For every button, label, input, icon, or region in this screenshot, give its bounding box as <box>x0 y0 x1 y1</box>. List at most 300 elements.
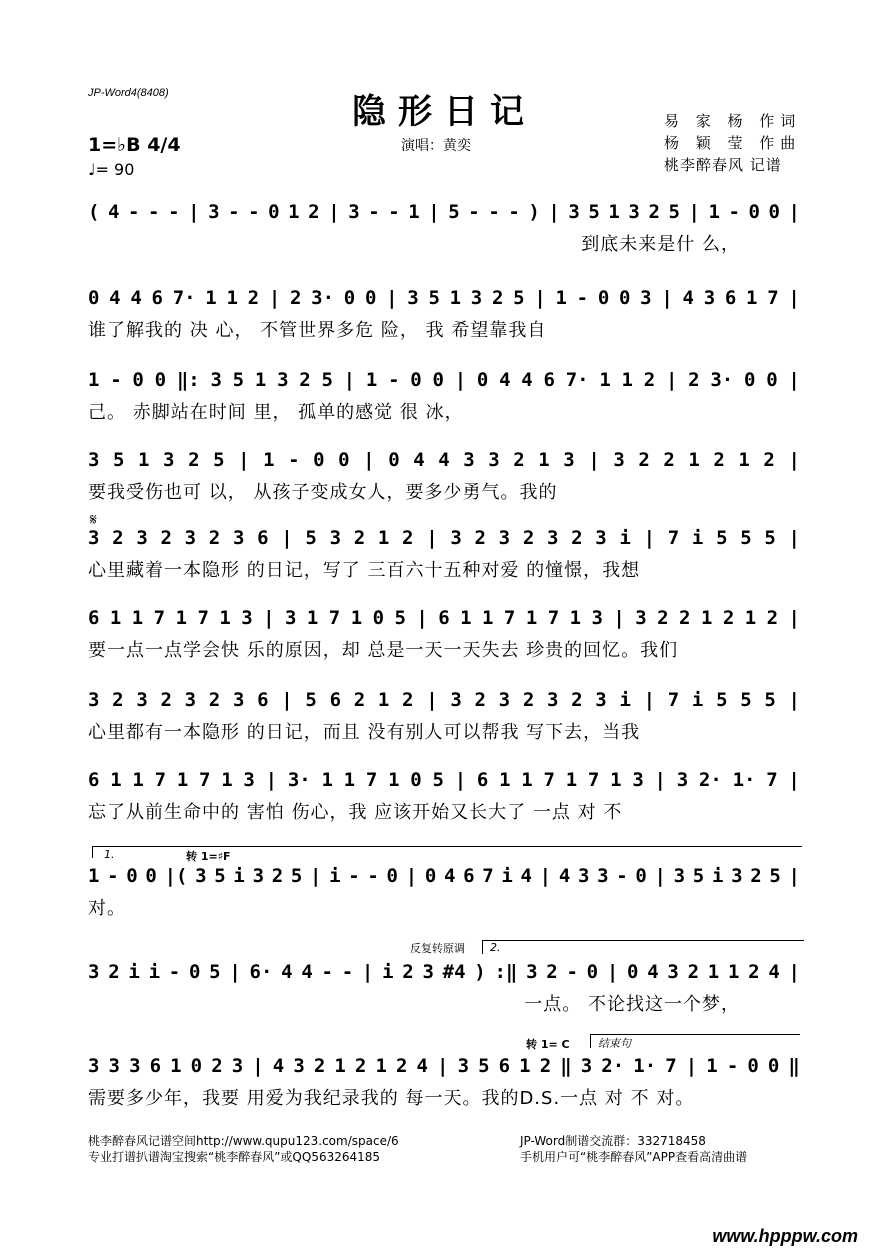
note: 3 <box>568 201 580 223</box>
note: - <box>616 865 628 887</box>
note: 3 <box>348 201 360 223</box>
note: 2 <box>402 527 414 549</box>
melody-line <box>88 604 800 632</box>
note: 1 <box>343 769 356 791</box>
note: 3 <box>129 1055 141 1077</box>
note: 1 <box>334 1055 346 1077</box>
note: 2 <box>750 865 762 887</box>
melody-line <box>88 766 800 794</box>
note: 5 <box>305 689 317 711</box>
footer-left-1: 桃李醉春风记谱空间http://www.qupu123.com/space/6 <box>88 1134 399 1148</box>
barline: | <box>309 865 322 887</box>
note: 4 <box>109 287 121 309</box>
note: 3 <box>241 607 253 629</box>
lyric-line: 心里藏着一本隐形 的日记，写了 三百六十五种对爱 的憧憬，我想 <box>88 560 641 581</box>
note: 3· <box>710 369 734 391</box>
note: 1 <box>499 769 511 791</box>
modulate-c-label: 转 1= C <box>526 1038 570 1051</box>
note: 1 <box>700 607 713 629</box>
note: 5 <box>764 689 776 711</box>
note: 3 <box>676 769 689 791</box>
note: 3 <box>184 689 197 711</box>
note: ( <box>88 201 100 223</box>
note: 3 <box>108 1055 120 1077</box>
note: i <box>382 961 394 983</box>
note: 3 <box>136 527 148 549</box>
note: 1 <box>288 201 300 223</box>
note: 7 <box>153 607 166 629</box>
note: 3 <box>577 865 590 887</box>
note: 3 <box>88 961 100 983</box>
footer-right-1: JP-Word制谱交流群：332718458 <box>520 1134 706 1148</box>
barline: | <box>643 689 656 711</box>
note: 1 <box>254 369 267 391</box>
melody-line <box>88 958 800 986</box>
note: - <box>148 201 160 223</box>
note: 2 <box>722 607 735 629</box>
note: 1 <box>610 769 622 791</box>
barline: | <box>454 369 467 391</box>
note: 1 <box>707 961 720 983</box>
note: 1 <box>521 769 533 791</box>
lyric-line: 一点。 不论找这一个梦， <box>524 994 740 1015</box>
note: 1 <box>460 607 472 629</box>
barline: |( <box>164 865 188 887</box>
note: 2 <box>688 369 700 391</box>
note: 2 <box>353 527 366 549</box>
note: 1 <box>599 369 611 391</box>
note: 3· <box>287 769 311 791</box>
note: 3 <box>450 689 462 711</box>
note: 3· <box>311 287 335 309</box>
note: 1 <box>131 607 144 629</box>
note: 3 <box>635 607 647 629</box>
ending-bracket-edge <box>590 1034 591 1048</box>
note: 1 <box>321 769 333 791</box>
note: 6 <box>329 689 342 711</box>
barline: | <box>788 689 800 711</box>
note: 3 <box>195 865 207 887</box>
note: #4 <box>442 961 466 983</box>
note: 2 <box>713 449 725 471</box>
note: ) <box>528 201 540 223</box>
note: 1 <box>219 607 231 629</box>
note: 0 <box>627 961 639 983</box>
note: 4 <box>416 1055 428 1077</box>
barline: | <box>229 961 241 983</box>
note: 2 <box>402 961 414 983</box>
note: 5 <box>740 689 752 711</box>
note: 5 <box>716 689 728 711</box>
note: 3 <box>208 201 220 223</box>
note: - <box>348 865 360 887</box>
note: 3 <box>498 689 511 711</box>
note: 2 <box>208 689 221 711</box>
note: 0 <box>619 287 631 309</box>
barline: | <box>265 769 278 791</box>
credits-block <box>664 110 801 176</box>
barline: | <box>263 607 275 629</box>
barline: | <box>405 865 418 887</box>
note: 3 <box>628 201 640 223</box>
barline: | <box>788 607 800 629</box>
barline: | <box>426 527 438 549</box>
note: 4 <box>558 865 571 887</box>
note: - <box>728 201 740 223</box>
note: 1 <box>375 1055 387 1077</box>
volta2-bracket-edge <box>482 940 483 954</box>
volta1-bracket <box>92 846 802 847</box>
note: 3 <box>546 689 559 711</box>
note: 5 <box>740 527 752 549</box>
note: 0 <box>432 369 444 391</box>
note: 0 <box>476 369 489 391</box>
note: 2 <box>648 201 660 223</box>
lyric-line: 要一点一点学会快 乐的原因，却 总是一天一天失去 珍贵的回忆。我们 <box>88 640 679 661</box>
note: 1 <box>565 769 578 791</box>
note: 3 <box>526 961 538 983</box>
composer-credit: 杨 颖 莹 作曲 <box>664 134 802 152</box>
note: 0 <box>410 769 422 791</box>
note: 4 <box>281 961 293 983</box>
note: 1 <box>365 369 378 391</box>
note: 7 <box>482 865 494 887</box>
note: 3 <box>463 449 475 471</box>
note: 3 <box>329 527 342 549</box>
note: 3 <box>595 527 607 549</box>
note: 2 <box>208 527 221 549</box>
note: 4 <box>438 449 450 471</box>
note: 1 <box>525 607 538 629</box>
melody-line <box>88 198 800 226</box>
note: 3 <box>232 527 245 549</box>
barline: | <box>328 201 340 223</box>
note: - <box>128 201 140 223</box>
song-title: 隐形日记 <box>352 92 536 132</box>
note: 3 <box>422 961 434 983</box>
note: 2· <box>601 1055 625 1077</box>
note: 0 <box>744 369 756 391</box>
note: 3 <box>457 1055 470 1077</box>
note: 5 <box>588 201 600 223</box>
note: 2 <box>474 527 486 549</box>
note: 4 <box>301 961 313 983</box>
note: 5 <box>394 607 406 629</box>
note: 0 <box>126 865 138 887</box>
note: 0 <box>747 1055 759 1077</box>
barline: | <box>788 865 800 887</box>
note: 2 <box>160 527 172 549</box>
note: 2 <box>299 369 311 391</box>
note: 2 <box>571 689 583 711</box>
note: 3 <box>231 1055 244 1077</box>
note: 3 <box>563 449 575 471</box>
note: i <box>711 865 724 887</box>
note: 4 <box>499 369 511 391</box>
note: 0 <box>145 865 157 887</box>
note: 0 <box>132 369 144 391</box>
note: 3 <box>597 865 609 887</box>
note: 1 <box>226 287 238 309</box>
note: 4 <box>108 201 120 223</box>
note: ) <box>474 961 486 983</box>
note: 3 <box>703 287 716 309</box>
note: i <box>329 865 341 887</box>
note: - <box>576 287 589 309</box>
note: - <box>388 201 400 223</box>
note: 1 <box>727 961 740 983</box>
note: 2 <box>539 1055 552 1077</box>
note: 1 <box>738 449 750 471</box>
barline: | <box>281 689 293 711</box>
barline: | <box>665 369 678 391</box>
note: 3 <box>210 369 222 391</box>
note: - <box>228 201 240 223</box>
note: 7 <box>503 607 516 629</box>
note: 2 <box>546 961 558 983</box>
note: 2 <box>763 449 775 471</box>
note: 5 <box>513 287 525 309</box>
note: 5 <box>692 865 705 887</box>
note: 7 <box>767 287 779 309</box>
melody-line <box>88 686 800 714</box>
note: 1 <box>176 769 189 791</box>
volta2-label: 2. <box>490 941 501 954</box>
singer-credit: 演唱：黄奕 <box>401 138 471 154</box>
note: 1 <box>708 201 720 223</box>
barline: | <box>343 369 356 391</box>
note: 2· <box>698 769 722 791</box>
note: 1 <box>482 607 494 629</box>
note: 4 <box>520 865 532 887</box>
lyric-line: 谁了解我的 决 心， 不管世界多危 险， 我 希望靠我自 <box>88 320 547 341</box>
note: 5 <box>232 369 245 391</box>
note: 4 <box>130 287 142 309</box>
note: 6 <box>476 769 489 791</box>
note: i <box>148 961 161 983</box>
note: 1 <box>88 865 100 887</box>
lyric-line: 忘了从前生命中的 害怕 伤心，我 应该开始又长大了 一点 对 不 <box>88 802 623 823</box>
barline: | <box>588 449 600 471</box>
note: 1 <box>555 287 567 309</box>
note: 5 <box>290 865 303 887</box>
note: 1 <box>388 769 400 791</box>
note: 3 <box>613 449 625 471</box>
note: 2 <box>522 689 535 711</box>
note: i <box>619 689 631 711</box>
note: 3 <box>252 865 265 887</box>
note: 3 <box>488 449 500 471</box>
note: 2 <box>522 527 535 549</box>
note: i <box>691 527 704 549</box>
barline: | <box>238 449 250 471</box>
modulate-f-label: 转 1=♯F <box>186 850 231 863</box>
barline: | <box>788 961 800 983</box>
note: 1 <box>132 769 144 791</box>
barline: | <box>268 287 281 309</box>
note: 3 <box>498 527 511 549</box>
note: - <box>168 201 180 223</box>
note: 3 <box>640 287 652 309</box>
note: 0 <box>748 201 760 223</box>
note: 7· <box>565 369 589 391</box>
note: 2 <box>657 607 669 629</box>
note: 3 <box>293 1055 305 1077</box>
segno-mark: 𝄋 <box>90 510 97 529</box>
note: 0 <box>88 287 100 309</box>
note: 3 <box>450 527 462 549</box>
note: 3 <box>591 607 603 629</box>
note: 7 <box>328 607 341 629</box>
note: 7 <box>667 689 680 711</box>
melody-line <box>88 1052 800 1080</box>
note: 7 <box>766 769 778 791</box>
melody-line <box>88 524 800 552</box>
note: 1 <box>621 369 633 391</box>
note: 1 <box>110 769 122 791</box>
note: 5 <box>448 201 460 223</box>
note: i <box>233 865 245 887</box>
note: 0 <box>268 201 280 223</box>
note: 3 <box>470 287 483 309</box>
barline: | <box>437 1055 449 1077</box>
note: 1 <box>175 607 188 629</box>
note: 2 <box>308 201 320 223</box>
note: 4 <box>521 369 533 391</box>
melody-line <box>88 284 800 312</box>
note: 6 <box>498 1055 511 1077</box>
note: - <box>341 961 354 983</box>
barline: :‖ <box>494 961 518 983</box>
note: 1 <box>519 1055 531 1077</box>
barline: | <box>548 201 560 223</box>
note: 3 <box>731 865 743 887</box>
note: i <box>501 865 513 887</box>
barline: | <box>606 961 619 983</box>
note: 2 <box>395 1055 408 1077</box>
barline: | <box>643 527 656 549</box>
note: 3 <box>580 1055 593 1077</box>
barline: | <box>454 769 467 791</box>
note: 6 <box>438 607 450 629</box>
barline: | <box>685 1055 698 1077</box>
note: 3 <box>88 1055 100 1077</box>
note: - <box>726 1055 739 1077</box>
barline: ‖: <box>176 369 200 391</box>
note: 2 <box>313 1055 326 1077</box>
note: 1 <box>170 1055 182 1077</box>
note: - <box>566 961 578 983</box>
note: 5 <box>209 961 221 983</box>
note: 1 <box>109 607 122 629</box>
barline: | <box>661 287 673 309</box>
barline: | <box>654 769 666 791</box>
ending-label: 结束句 <box>598 1037 631 1050</box>
note: 0 <box>386 865 398 887</box>
note: 6 <box>257 689 269 711</box>
note: i <box>691 689 704 711</box>
note: 1 <box>569 607 582 629</box>
transcriber-credit: 桃李醉春风 记谱 <box>664 156 782 174</box>
barline: | <box>539 865 552 887</box>
note: 6 <box>151 287 163 309</box>
lyric-line: 需要多少年，我要 用爱为我纪录我的 每一天。我的D.S.一点 对 不 对。 <box>88 1088 695 1109</box>
lyricist-credit: 易 家 杨 作词 <box>664 112 802 130</box>
note: 2 <box>354 1055 367 1077</box>
note: 3 <box>88 689 100 711</box>
note: 0 <box>364 287 377 309</box>
note: 2 <box>766 607 779 629</box>
note: 1 <box>221 769 233 791</box>
software-label: JP-Word4(8408) <box>88 87 169 99</box>
note: 5 <box>769 865 781 887</box>
note: 0 <box>597 287 610 309</box>
note: 7 <box>547 607 560 629</box>
note: 3 <box>136 689 148 711</box>
note: 4 <box>443 865 456 887</box>
note: 4 <box>647 961 659 983</box>
lyric-line: 要我受伤也可 以， 从孩子变成女人，要多少勇气。我的 <box>88 482 558 503</box>
barline: | <box>426 689 438 711</box>
barline: | <box>613 607 625 629</box>
note: - <box>107 865 119 887</box>
note: 1 <box>306 607 319 629</box>
note: - <box>288 449 300 471</box>
note: 1 <box>138 449 150 471</box>
note: 0 <box>768 201 780 223</box>
note: 0 <box>313 449 325 471</box>
note: 4 <box>413 449 425 471</box>
note: 1 <box>377 527 390 549</box>
note: 7 <box>199 769 211 791</box>
note: 1 <box>449 287 462 309</box>
note: 2 <box>643 369 656 391</box>
note: 1 <box>377 689 390 711</box>
note: 1 <box>205 287 217 309</box>
note: 3 <box>285 607 297 629</box>
note: 2 <box>211 1055 223 1077</box>
note: - <box>321 961 333 983</box>
note: 7· <box>172 287 196 309</box>
note: - <box>388 369 400 391</box>
barline: ‖ <box>788 1055 800 1077</box>
note: 2 <box>247 287 260 309</box>
note: 3 <box>632 769 644 791</box>
note: i <box>619 527 631 549</box>
note: 6 <box>543 369 555 391</box>
note: 1 <box>746 287 758 309</box>
barline: | <box>788 449 800 471</box>
note: 6 <box>463 865 475 887</box>
key-signature: 1=♭B 4/4 <box>88 134 181 156</box>
note: 3 <box>667 961 679 983</box>
note: 1 <box>688 449 700 471</box>
note: 0 <box>635 865 647 887</box>
barline: | <box>534 287 546 309</box>
barline: | <box>252 1055 264 1077</box>
note: 2 <box>112 527 124 549</box>
tempo-marking: ♩= 90 <box>88 160 135 179</box>
melody-line <box>88 446 800 474</box>
note: 0 <box>343 287 356 309</box>
barline: | <box>788 201 800 223</box>
footer-left-2: 专业打谱扒谱淘宝搜索“桃李醉春风”或QQ563264185 <box>88 1150 381 1164</box>
note: 5 <box>668 201 680 223</box>
barline: | <box>281 527 293 549</box>
note: 2 <box>513 449 525 471</box>
volta1-bracket-edge <box>92 846 93 858</box>
note: 3 <box>88 449 100 471</box>
